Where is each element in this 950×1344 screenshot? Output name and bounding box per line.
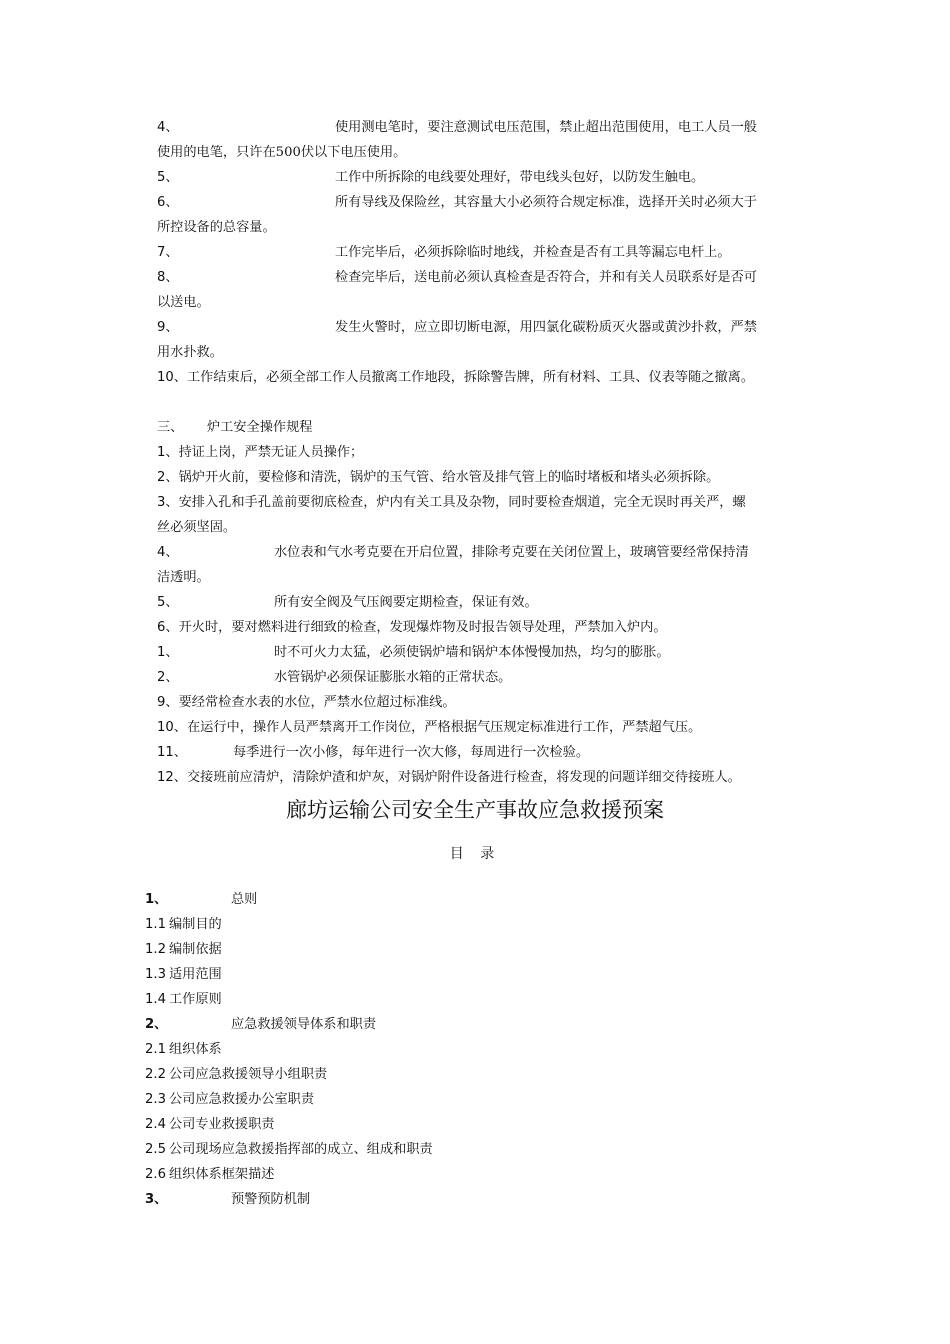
- section-number: 三、: [157, 420, 184, 435]
- rule-number: 10、: [157, 370, 187, 385]
- rule-number: 5、: [157, 170, 179, 185]
- rule-text: 安排入孔和手孔盖前要彻底检查，炉内有关工具及杂物，同时要检查烟道，完全无误时再关严，螺: [178, 495, 746, 510]
- rule-text: 锅炉开火前，要检修和清洗，锅炉的玉气管、给水管及排气管上的临时堵板和堵头必须拆除。: [178, 470, 720, 485]
- rule-line: [157, 690, 797, 715]
- rule-number: 7、: [157, 245, 179, 260]
- section-heading: [157, 415, 797, 440]
- toc-entry: [145, 1137, 785, 1162]
- toc-text: 公司现场应急救援指挥部的成立、组成和职责: [168, 1142, 433, 1157]
- rule-text: 洁透明。: [157, 570, 210, 585]
- rule-line: [157, 490, 797, 515]
- rule-text: 丝必须坚固。: [157, 520, 237, 535]
- rule-text: 检查完毕后，送电前必须认真检查是否符合，并和有关人员联系好是否可: [335, 270, 757, 285]
- rule-text: 工作结束后，必须全部工作人员撤离工作地段，拆除警告牌，所有材料、工具、仪表等随之撤离。: [186, 370, 755, 385]
- rule-number: 2、: [157, 470, 179, 485]
- toc-entry: [145, 1037, 785, 1062]
- rule-text: 使用的电笔，只许在500伏以下电压使用。: [157, 145, 407, 160]
- rule-number: 11、: [157, 745, 187, 760]
- rule-text: 持证上岗，严禁无证人员操作；: [178, 445, 364, 460]
- rule-line: [157, 740, 797, 765]
- rule-number: 2、: [157, 670, 179, 685]
- toc-entry: [145, 1162, 785, 1187]
- rule-text: 水位表和气水考克要在开启位置，排除考克要在关闭位置上，玻璃管要经常保持清: [274, 545, 749, 560]
- rule-number: 6、: [157, 195, 179, 210]
- toc-number: 2、: [145, 1017, 168, 1032]
- toc-entry: [145, 1187, 785, 1212]
- toc-text: 公司应急救援办公室职责: [168, 1092, 315, 1107]
- rule-number: 1、: [157, 645, 179, 660]
- toc-text: 公司专业救援职责: [168, 1117, 275, 1132]
- rule-line: [157, 240, 797, 265]
- rule-number: 6、: [157, 620, 179, 635]
- toc-entry: [145, 887, 785, 912]
- rule-number: 12、: [157, 770, 187, 785]
- rule-line: [157, 665, 797, 690]
- toc-number: 2.4: [145, 1117, 166, 1132]
- rule-text: 水管锅炉必须保证膨胀水箱的正常状态。: [274, 670, 512, 685]
- rule-number: 8、: [157, 270, 179, 285]
- toc-text: 应急救援领导体系和职责: [231, 1017, 377, 1032]
- toc-number: 2.3: [145, 1092, 166, 1107]
- rule-line: [157, 265, 797, 290]
- toc-entry: [145, 1112, 785, 1137]
- rule-line: [157, 540, 797, 565]
- toc-entry: [145, 912, 785, 937]
- rule-line: [157, 440, 797, 465]
- rule-number: 4、: [157, 545, 179, 560]
- rule-number: 9、: [157, 695, 179, 710]
- toc-number: 2.5: [145, 1142, 166, 1157]
- toc-text: 适用范围: [168, 967, 222, 982]
- toc-text: 公司应急救援领导小组职责: [168, 1067, 328, 1082]
- toc-number: 2.2: [145, 1067, 166, 1082]
- toc-entry: [145, 962, 785, 987]
- toc-entry: [145, 1062, 785, 1087]
- rule-text: 要经常检查水表的水位，严禁水位超过标准线。: [178, 695, 456, 710]
- rule-line: [157, 590, 797, 615]
- rule-text: 用水扑救。: [157, 345, 223, 360]
- rule-number: 5、: [157, 595, 179, 610]
- rule-line: [157, 165, 797, 190]
- rule-line: [157, 465, 797, 490]
- rule-text: 所有安全阀及气压阀要定期检查，保证有效。: [274, 595, 538, 610]
- toc-entry: [145, 987, 785, 1012]
- toc-text: 编制目的: [168, 917, 222, 932]
- rule-number: 10、: [157, 720, 187, 735]
- rule-number: 9、: [157, 320, 179, 335]
- toc-text: 编制依据: [168, 942, 222, 957]
- toc-entry: [145, 937, 785, 962]
- toc-entry: [145, 1087, 785, 1112]
- toc-text: 组织体系框架描述: [168, 1167, 275, 1182]
- rule-line: [157, 365, 797, 390]
- rule-line-cont: [157, 565, 797, 590]
- document-title: 廊坊运输公司安全生产事故应急救援预案: [286, 798, 664, 822]
- toc-number: 2.1: [145, 1042, 166, 1057]
- toc-text: 总则: [231, 892, 258, 907]
- rule-line: [157, 615, 797, 640]
- rule-text: 工作完毕后，必须拆除临时地线，并检查是否有工具等漏忘电杆上。: [335, 245, 731, 260]
- rule-line: [157, 765, 797, 790]
- rule-text: 交接班前应清炉，清除炉渣和炉灰，对锅炉附件设备进行检查，将发现的问题详细交待接班人。: [186, 770, 741, 785]
- rule-line: [157, 315, 797, 340]
- rule-text: 发生火警时，应立即切断电源，用四氯化碳粉质灭火器或黄沙扑救，严禁: [335, 320, 757, 335]
- rule-line-cont: [157, 290, 797, 315]
- toc-number: 1.4: [145, 992, 166, 1007]
- rule-line: [157, 640, 797, 665]
- section-title: 炉工安全操作规程: [207, 420, 313, 435]
- rule-text: 在运行中，操作人员严禁离开工作岗位，严格根据气压规定标准进行工作，严禁超气压。: [186, 720, 702, 735]
- rule-line-cont: [157, 140, 797, 165]
- rule-line: [157, 190, 797, 215]
- rule-text: 所控设备的总容量。: [157, 220, 276, 235]
- rule-text: 使用测电笔时，要注意测试电压范围，禁止超出范围使用，电工人员一般: [335, 120, 757, 135]
- rule-line: [157, 115, 797, 140]
- rule-text: 工作中所拆除的电线要处理好，带电线头包好，以防发生触电。: [335, 170, 705, 185]
- toc-number: 1.2: [145, 942, 166, 957]
- toc-entry: [145, 1012, 785, 1037]
- toc-text: 工作原则: [168, 992, 222, 1007]
- toc-number: 2.6: [145, 1167, 166, 1182]
- rule-number: 4、: [157, 120, 179, 135]
- rule-text: 开火时，要对燃料进行细致的检查，发现爆炸物及时报告领导处理，严禁加入炉内。: [178, 620, 667, 635]
- toc-number: 3、: [145, 1192, 168, 1207]
- toc-heading: 目 录: [449, 846, 501, 862]
- toc-number: 1、: [145, 892, 168, 907]
- rule-line-cont: [157, 215, 797, 240]
- rule-text: 时不可火力太猛，必须使锅炉墙和锅炉本体慢慢加热，均匀的膨胀。: [274, 645, 670, 660]
- toc-text: 预警预防机制: [231, 1192, 311, 1207]
- rule-line-cont: [157, 340, 797, 365]
- rule-line: [157, 715, 797, 740]
- rule-text: 所有导线及保险丝，其容量大小必须符合规定标准，选择开关时必须大于: [335, 195, 757, 210]
- toc-number: 1.1: [145, 917, 166, 932]
- rule-number: 3、: [157, 495, 179, 510]
- toc-text: 组织体系: [168, 1042, 222, 1057]
- rule-text: 以送电。: [157, 295, 210, 310]
- rule-line-cont: [157, 515, 797, 540]
- rule-number: 1、: [157, 445, 179, 460]
- toc-number: 1.3: [145, 967, 166, 982]
- rule-text: 每季进行一次小修，每年进行一次大修，每周进行一次检验。: [233, 745, 590, 760]
